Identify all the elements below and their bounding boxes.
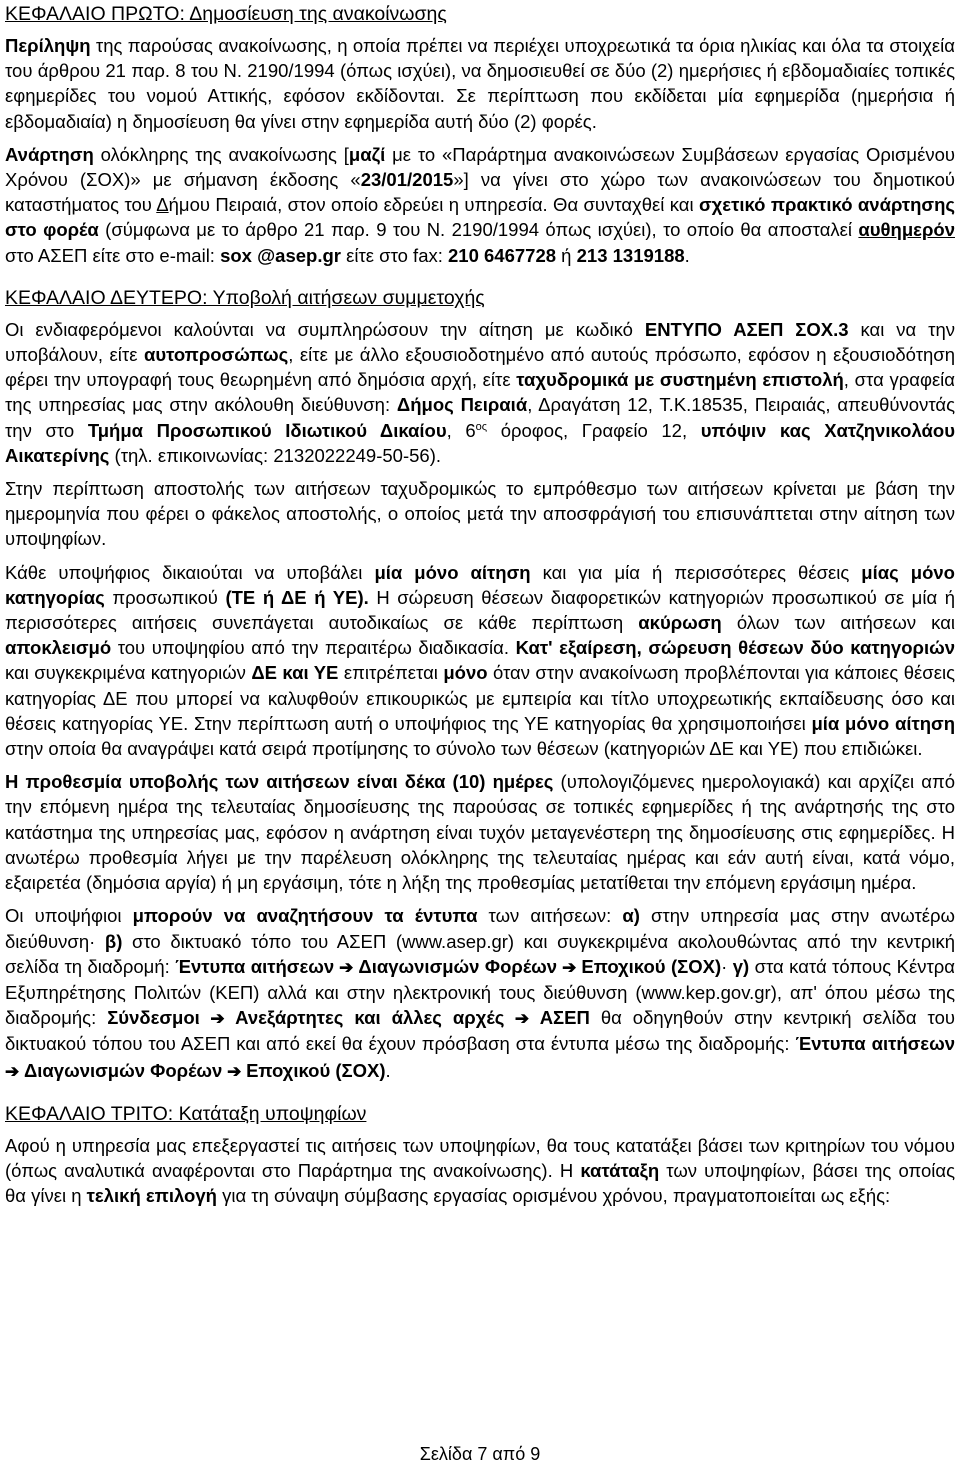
text-run: γ) (732, 955, 750, 977)
text-run: Έντυπα αιτήσεων (795, 1033, 955, 1055)
text-run: 210 6467728 (448, 244, 557, 266)
text-run: ήμου Πειραιά, στον οποίο εδρεύει η υπηρεσία. Θα συνταχθεί και (168, 194, 699, 216)
page-number: Σελίδα 7 από 9 (419, 1444, 541, 1464)
text-run: και συγκεκριμένα κατηγοριών (5, 662, 252, 684)
arrow-right-icon: ➔ (222, 1061, 247, 1081)
text-run: στην υπηρεσία μας στην ανωτέρω διεύθυνση· (5, 905, 955, 952)
text-run: Έντυπα αιτήσεων (175, 955, 335, 977)
text-run: όλων των αιτήσεων και (721, 612, 955, 634)
text-run: ΣΟΧ.3 (795, 318, 849, 340)
text-run: . (684, 244, 690, 266)
chapter-2-paragraph-5 (5, 903, 955, 1083)
text-run: Τμήμα Προσωπικού Ιδιωτικού Δικαίου (87, 419, 447, 441)
text-run: Οι ενδιαφερόμενοι καλούνται να συμπληρώσουν την αίτηση με κωδικό (5, 318, 645, 340)
text-run: των υποψηφίων, βάσει της οποίας θα γίνει η (5, 1159, 955, 1207)
chapter-2-paragraph-2 (5, 476, 955, 552)
text-run: και να την υποβάλουν, είτε (5, 318, 955, 366)
chapter-3-title: ΚΕΦΑΛΑΙΟ ΤΡΙΤΟ: Κατάταξη υποψηφίων (5, 1102, 367, 1125)
text-run: (υπολογιζόμενες ημερολογιακά) και αρχίζει από την επόμενη ημέρα της τελευταίας δημοσίευσης της παρούσας σε τοπικές εφημερίδες ή της ανάρτησής της στο κατάστημα της υπηρεσίας μας, εφόσον η ανάρτηση είναι τυχόν μεταγενέστερη της δημοσίευσης στις εφημερίδες. Η ανωτέρω προθεσμία λήγει με την παρέλευση ολόκληρης της τελευταίας ημέρας και εάν αυτή είναι, κατά νόμο, εξαιρετέα (δημόσια αργία) ή μη εργάσιμη, τότε η λήξη της προθεσμίας μετατίθεται την επόμενη εργάσιμη ημέρα. (5, 771, 955, 894)
text-run: , στα γραφεία της υπηρεσίας μας στην ακόλουθη διεύθυνση: (5, 369, 955, 416)
chapter-3-paragraph-1 (5, 1133, 955, 1209)
text-run: ολόκληρης της ανακοίνωσης [ (93, 143, 349, 165)
text-run: Δ (156, 194, 169, 216)
chapter-1-heading (5, 2, 955, 27)
text-run: α) (622, 905, 640, 927)
text-run: προσωπικού (104, 586, 226, 608)
document-body (5, 2, 955, 1212)
text-run: τελική επιλογή (86, 1185, 217, 1207)
text-run: για τη σύναψη σύμβασης εργασίας ορισμένου χρόνου, πραγματοποιείται ως εξής: (216, 1185, 891, 1207)
text-run: ΑΣΕΠ (539, 1007, 590, 1029)
text-run: . (385, 1059, 391, 1081)
text-run: Διαγωνισμών Φορέων (23, 1059, 223, 1081)
text-run: μαζί (348, 143, 386, 165)
chapter-2-heading (5, 286, 955, 311)
text-run: του υποψηφίου από την περαιτέρω διαδικασία. (111, 637, 516, 659)
text-run: Περίληψη (5, 35, 91, 56)
text-run: ΕΝΤΥΠΟ ΑΣΕΠ (644, 318, 784, 340)
text-run: στα κατά τόπους Κέντρα Εξυπηρέτησης Πολιτών (ΚΕΠ) αλλά και στην ηλεκτρονική τους διεύθυνση (www.kep.gov.gr), απ' όπου μέσω της διαδρομής: (5, 955, 955, 1029)
text-run: μίας μόνο κατηγορίας (5, 561, 955, 608)
text-run: των αιτήσεων: (477, 905, 623, 927)
text-run: 213 1319188 (576, 244, 685, 266)
arrow-right-icon: ➔ (504, 1009, 540, 1029)
chapter-2-paragraph-3 (5, 560, 955, 762)
text-run: Εποχικού (ΣΟΧ) (581, 955, 722, 977)
text-run: ακύρωση (638, 612, 722, 634)
text-run: θα οδηγηθούν στην κεντρική σελίδα του δικτυακού τόπου του ΑΣΕΠ και από εκεί θα έχουν πρόσβαση στα έντυπα μέσω της διαδρομής: (5, 1007, 955, 1055)
text-run: Δήμος Πειραιά (396, 394, 528, 416)
text-run: της παρούσας ανακοίνωσης, η οποία πρέπει να περιέχει υποχρεωτικά τα όρια ηλικίας και όλα τα στοιχεία του άρθρου 21 παρ. 8 του Ν. 2190/1994 (όπως ισχύει), να δημοσιευθεί σε δύο (2) ημερήσιες ή εβδομαδιαίες τοπικές εφημερίδες του νομού Αττικής, εφόσον εκδίδονται. Σε περίπτωση που εκδίδεται μία εφημερίδα (ημερήσια ή εβδομαδιαία) η δημοσίευση θα γίνει στην εφημερίδα αυτή δύο (2) φορές. (5, 35, 955, 132)
text-run: (ΤΕ ή ΔΕ ή ΥΕ). (225, 586, 369, 608)
arrow-right-icon: ➔ (5, 1061, 24, 1081)
text-run: κατάταξη (580, 1159, 660, 1181)
text-run: , είτε με άλλο εξουσιοδοτημένο από αυτούς πρόσωπο, εφόσον η εξουσιοδότηση φέρει την υπογραφή τους θεωρημένη από δημόσια αρχή, είτε (5, 344, 955, 391)
text-run: , 6 (446, 419, 476, 441)
text-run: είτε στο fax: (340, 244, 449, 266)
text-run: με το «Παράρτημα ανακοινώσεων Συμβάσεων εργασίας Ορισμένου Χρόνου (ΣΟΧ)» με σήμανση έκδοσης « (5, 143, 955, 191)
text-run: (τηλ. επικοινωνίας: 2132022249-50-56). (109, 444, 441, 466)
text-run: αυθημερόν (858, 219, 955, 241)
text-run: Η σώρευση θέσεων διαφορετικών κατηγοριών προσωπικού σε μία ή περισσότερες αιτήσεις συνεπάγεται αυτοδικαίως σε κάθε περίπτωση (5, 586, 955, 634)
text-run: 23/01/2015 (360, 169, 454, 191)
chapter-3-heading (5, 1102, 955, 1127)
chapter-1-paragraph-2 (5, 142, 955, 268)
text-run: Κάθε υποψήφιος δικαιούται να υποβάλει (5, 561, 375, 583)
text-run: σχετικό πρακτικό ανάρτησης στο φορέα (5, 194, 956, 241)
text-run: Διαγωνισμών Φορέων (358, 955, 558, 977)
text-run: β) (104, 930, 123, 952)
text-run: ταχυδρομικά με συστημένη επιστολή (516, 369, 844, 391)
text-run: Σύνδεσμοι (107, 1007, 200, 1029)
arrow-right-icon: ➔ (557, 957, 582, 977)
text-run: μπορούν να αναζητήσουν τα έντυπα (132, 905, 478, 927)
text-run: ΔΕ και ΥΕ (251, 662, 339, 684)
text-run: sox @asep.gr (220, 244, 341, 266)
text-run: Στην περίπτωση αποστολής των αιτήσεων ταχυδρομικώς το εμπρόθεσμο των αιτήσεων κρίνεται με βάση την ημερομηνία που φέρει ο φάκελος αποστολής, ο οποίος μετά την αποσφράγισή του επισυνάπτεται στην αίτηση των υποψηφίων. (5, 478, 955, 550)
chapter-2-paragraph-4 (5, 769, 955, 895)
text-run: Εποχικού (ΣΟΧ) (246, 1059, 386, 1081)
text-run: ή (556, 244, 577, 266)
text-run: · (721, 955, 733, 977)
text-run: »] να γίνει στο χώρο των ανακοινώσεων του δημοτικού καταστήματος του (5, 169, 955, 216)
text-run: μία μόνο αίτηση (374, 561, 531, 583)
text-run: Αφού η υπηρεσία μας επεξεργαστεί τις αιτήσεις των υποψηφίων, θα τους κατατάξει βάσει των κριτηρίων του νόμου (όπως αναλυτικά αναφέρονται στο Παράρτημα της ανακοίνωσης). Η (5, 1134, 955, 1181)
text-run: αυτοπροσώπως (143, 344, 289, 366)
text-run (783, 319, 795, 340)
arrow-right-icon: ➔ (334, 957, 359, 977)
chapter-2-paragraph-1 (5, 317, 955, 468)
text-run: Η προθεσμία υποβολής των αιτήσεων είναι δέκα (10) ημέρες (5, 771, 554, 793)
text-run: (σύμφωνα με το άρθρο 21 παρ. 9 του Ν. 2190/1994 όπως ισχύει), το οποίο θα αποσταλεί (98, 219, 859, 241)
chapter-1-title: ΚΕΦΑΛΑΙΟ ΠΡΩΤΟ: Δημοσίευση της ανακοίνωσης (5, 3, 447, 25)
text-run: όροφος, Γραφείο 12, (487, 419, 701, 441)
text-run: και για μία ή περισσότερες θέσεις (530, 561, 862, 583)
text-run: Ανάρτηση (5, 143, 94, 165)
text-run: μία μόνο αίτηση (811, 712, 955, 734)
chapter-2-title: ΚΕΦΑΛΑΙΟ ΔΕΥΤΕΡΟ: Υποβολή αιτήσεων συμμετοχής (5, 286, 485, 309)
chapter-1-paragraph-1 (5, 33, 955, 134)
text-run: επιτρέπεται (338, 662, 444, 684)
text-run: στο ΑΣΕΠ είτε στο e-mail: (5, 244, 221, 266)
arrow-right-icon: ➔ (199, 1009, 236, 1029)
text-run: μόνο (443, 662, 488, 684)
text-run: Κατ' εξαίρεση, σώρευση θέσεων δύο κατηγοριών (515, 637, 955, 659)
text-run: υπόψιν κας Χατζηνικολάου Αικατερίνης (5, 419, 955, 466)
text-run: Ανεξάρτητες και άλλες αρχές (235, 1007, 505, 1029)
text-run: στο δικτυακό τόπο του ΑΣΕΠ (www.asep.gr) και συγκεκριμένα ακολουθώντας από την κεντρική σελίδα τη διαδρομή: (5, 930, 956, 977)
text-run: αποκλεισμό (5, 637, 112, 659)
text-run: στην οποία θα αναγράψει κατά σειρά προτίμησης το σύνολο των θέσεων (κατηγοριών ΔΕ και ΥΕ) που επιδιώκει. (5, 738, 923, 760)
text-run: ος (475, 420, 488, 433)
text-run: , Δραγάτση 12, Τ.Κ.18535, Πειραιάς, απευθύνοντάς την στο (5, 394, 955, 441)
text-run: Οι υποψήφιοι (5, 905, 133, 927)
text-run: όταν στην ανακοίνωση προβλέπονται για κάποιες θέσεις κατηγορίας ΔΕ που μπορεί να καλυφθούν επικουρικώς με εμπειρία και τίτλο υποχρεωτικής εκπαίδευσης όσο και θέσεις κατηγορίας ΥΕ. Στην περίπτωση αυτή ο υποψήφιος της ΥΕ κατηγορίας θα χρησιμοποιήσει (5, 662, 955, 734)
